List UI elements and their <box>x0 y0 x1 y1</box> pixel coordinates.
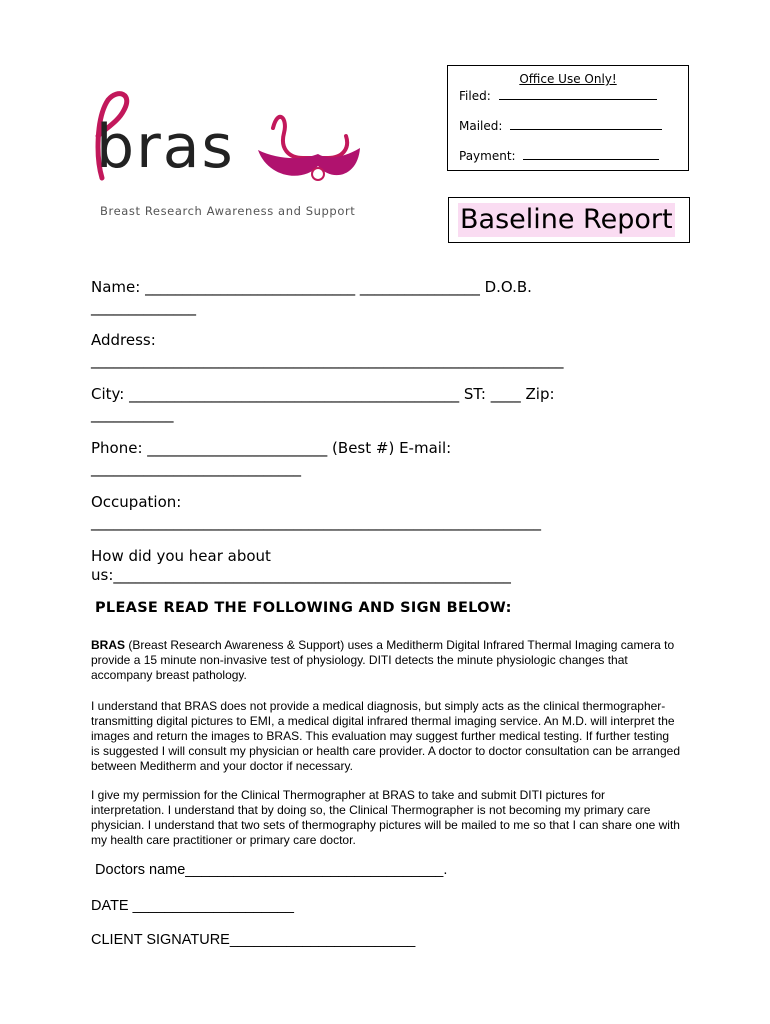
paragraph-1 <box>91 638 681 683</box>
paragraph-1-text: (Breast Research Awareness & Support) uses a Meditherm Digital Infrared Thermal Imaging camera to provide a 15 minute non-invasive test of physiology. DITI detects the minute physiologic changes that accompany breast pathology. <box>91 638 675 682</box>
name-field-line2[interactable]: ______________ <box>91 298 196 316</box>
paragraph-1-bold: BRAS <box>91 638 126 652</box>
address-field-line[interactable]: _______________________________________________________________ <box>91 351 564 369</box>
mailed-line[interactable] <box>510 118 662 130</box>
section-heading: PLEASE READ THE FOLLOWING AND SIGN BELOW: <box>95 600 512 616</box>
address-label: Address: <box>91 331 156 349</box>
client-signature-field[interactable]: CLIENT SIGNATURE_______________________ <box>91 932 416 948</box>
logo-ribbon-icon <box>273 117 347 158</box>
doctors-name-field[interactable]: Doctors name________________________________. <box>91 862 448 878</box>
logo-wordmark: bras <box>96 112 235 182</box>
filed-label: Filed: <box>459 89 491 103</box>
mailed-label: Mailed: <box>459 119 503 133</box>
city-field-line1[interactable]: City: ____________________________________________ ST: ____ Zip: <box>91 385 555 403</box>
office-use-box <box>447 65 689 171</box>
payment-label: Payment: <box>459 149 516 163</box>
office-use-title: Office Use Only! <box>519 72 617 86</box>
city-field-line2[interactable]: ___________ <box>91 405 174 423</box>
phone-field-line2[interactable]: ____________________________ <box>91 459 301 477</box>
paragraph-3: I give my permission for the Clinical Thermographer at BRAS to take and submit DITI pictures for interpretation. I understand that by doing so, the Clinical Thermographer is not becoming my primary care physician. I understand that two sets of thermography pictures will be mailed to me so that I can share one with my health care practitioner or primary care doctor. <box>91 788 680 847</box>
name-field-line1[interactable]: Name: ____________________________ ________________ D.O.B. <box>91 278 532 296</box>
office-mailed-row <box>459 118 662 133</box>
hear-about-field-line[interactable]: us:_____________________________________________________ <box>91 566 511 584</box>
hear-about-label: How did you hear about <box>91 547 271 565</box>
payment-line[interactable] <box>523 148 659 160</box>
date-field[interactable]: DATE ____________________ <box>91 898 294 914</box>
report-title-box <box>448 197 690 243</box>
office-payment-row <box>459 148 659 163</box>
bras-logo <box>88 88 378 223</box>
report-title: Baseline Report <box>460 204 673 235</box>
occupation-field-line[interactable]: ____________________________________________________________ <box>91 513 541 531</box>
logo-ribbon-loop-icon <box>312 168 324 180</box>
office-filed-row <box>459 88 657 103</box>
paragraph-2: I understand that BRAS does not provide a medical diagnosis, but simply acts as the clinical thermographer-transmitting digital pictures to EMI, a medical digital infrared thermal imaging service. An M.D. will interpret the images and return the images to BRAS. This evaluation may suggest further medical testing. If further testing is suggested I will consult my physician or health care provider. A doctor to doctor consultation can be arranged between Meditherm and your doctor if necessary. <box>91 699 680 773</box>
filed-line[interactable] <box>499 88 657 100</box>
phone-field-line1[interactable]: Phone: ________________________ (Best #) E-mail: <box>91 439 452 457</box>
occupation-label: Occupation: <box>91 493 182 511</box>
logo-tagline: Breast Research Awareness and Support <box>100 204 356 218</box>
